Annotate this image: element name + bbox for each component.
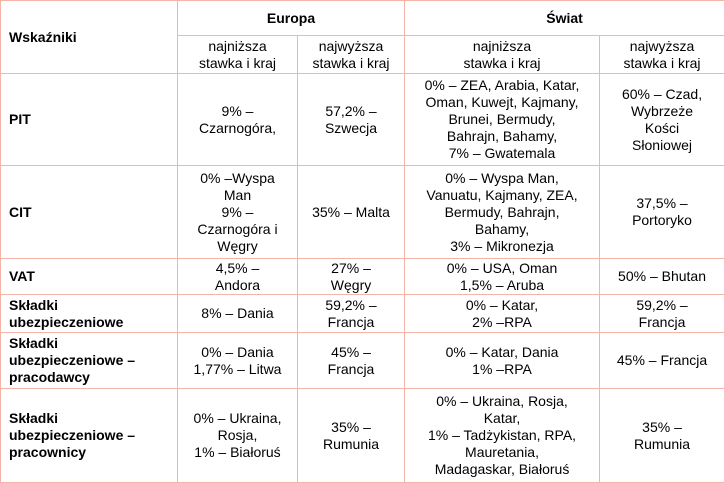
cell-line: 0% – Wyspa Man, bbox=[408, 170, 596, 187]
europe-lowest-header: najniższa stawka i kraj bbox=[178, 36, 298, 74]
table-row-pit bbox=[1, 74, 724, 166]
cell-line: pracownicy bbox=[9, 444, 174, 461]
cell-line: 35% – bbox=[603, 419, 721, 436]
europe-header: Europa bbox=[178, 1, 405, 36]
world-lowest-cell bbox=[405, 295, 600, 333]
cell-line: Katar, bbox=[408, 410, 596, 427]
cell-line: Bahamy, bbox=[408, 221, 596, 238]
cell-line: 7% – Gwatemala bbox=[408, 145, 596, 162]
cell-line: Szwecja bbox=[301, 120, 401, 137]
cell-line: 0% –Wyspa bbox=[181, 170, 294, 187]
world-header: Świat bbox=[405, 1, 724, 36]
europe-highest-cell bbox=[298, 259, 405, 295]
cell-line: 59,2% – bbox=[301, 297, 401, 314]
cell-line: 0% – Katar, Dania bbox=[408, 344, 596, 361]
cell-line: Madagaskar, Białoruś bbox=[408, 461, 596, 478]
table-row-employers bbox=[1, 333, 724, 389]
cell-line: Słoniowej bbox=[603, 137, 721, 154]
cell-line: 3% – Mikronezja bbox=[408, 238, 596, 255]
world-highest-cell bbox=[600, 259, 724, 295]
cell-line: 60% – Czad, bbox=[603, 86, 721, 103]
world-lowest-cell bbox=[405, 74, 600, 166]
cell-line: 9% – bbox=[181, 103, 294, 120]
header-row-regions bbox=[1, 1, 724, 36]
europe-highest-header: najwyższa stawka i kraj bbox=[298, 36, 405, 74]
europe-lowest-cell bbox=[178, 295, 298, 333]
cell-line: Man bbox=[181, 187, 294, 204]
indicators-header: Wskaźniki bbox=[1, 1, 178, 74]
world-highest-header: najwyższa stawka i kraj bbox=[600, 36, 724, 74]
cell-line: 9% – bbox=[181, 204, 294, 221]
cell-line: 59,2% – bbox=[603, 297, 721, 314]
europe-highest-cell bbox=[298, 74, 405, 166]
row-label bbox=[1, 74, 178, 166]
world-highest-cell bbox=[600, 295, 724, 333]
cell-line: 57,2% – bbox=[301, 103, 401, 120]
cell-line: Oman, Kuwejt, Kajmany, bbox=[408, 94, 596, 111]
cell-line: Wybrzeże bbox=[603, 103, 721, 120]
cell-line: ubezpieczeniowe – bbox=[9, 427, 174, 444]
table-row-vat bbox=[1, 259, 724, 295]
cell-line: Rumunia bbox=[301, 436, 401, 453]
europe-lowest-cell bbox=[178, 74, 298, 166]
world-highest-cell bbox=[600, 389, 724, 483]
cell-line: PIT bbox=[9, 111, 174, 128]
row-label bbox=[1, 166, 178, 259]
cell-line: Kości bbox=[603, 120, 721, 137]
cell-line: 50% – Bhutan bbox=[603, 268, 721, 285]
cell-line: ubezpieczeniowe bbox=[9, 314, 174, 331]
cell-line: Składki bbox=[9, 410, 174, 427]
cell-line: Rosja, bbox=[181, 427, 294, 444]
table-row-insurance bbox=[1, 295, 724, 333]
world-lowest-cell bbox=[405, 333, 600, 389]
row-label bbox=[1, 389, 178, 483]
cell-line: 4,5% – bbox=[181, 260, 294, 277]
europe-highest-cell bbox=[298, 295, 405, 333]
europe-highest-cell bbox=[298, 333, 405, 389]
cell-line: Składki bbox=[9, 297, 174, 314]
cell-line: Węgry bbox=[301, 277, 401, 294]
cell-line: Bahrajn, Bahamy, bbox=[408, 128, 596, 145]
world-highest-cell bbox=[600, 166, 724, 259]
cell-line: 0% – ZEA, Arabia, Katar, bbox=[408, 77, 596, 94]
cell-line: Składki bbox=[9, 335, 174, 352]
world-lowest-cell bbox=[405, 389, 600, 483]
cell-line: 27% – bbox=[301, 260, 401, 277]
row-label bbox=[1, 333, 178, 389]
cell-line: 1% – Tadżykistan, RPA, bbox=[408, 427, 596, 444]
cell-line: 1% –RPA bbox=[408, 361, 596, 378]
cell-line: Francja bbox=[301, 361, 401, 378]
world-lowest-cell bbox=[405, 259, 600, 295]
europe-lowest-cell bbox=[178, 166, 298, 259]
cell-line: Andora bbox=[181, 277, 294, 294]
europe-lowest-cell bbox=[178, 389, 298, 483]
europe-highest-cell bbox=[298, 166, 405, 259]
cell-line: 0% – Dania bbox=[181, 344, 294, 361]
cell-line: 0% – Ukraina, Rosja, bbox=[408, 393, 596, 410]
europe-lowest-cell bbox=[178, 259, 298, 295]
cell-line: Brunei, Bermudy, bbox=[408, 111, 596, 128]
cell-line: Portoryko bbox=[603, 212, 721, 229]
world-highest-cell bbox=[600, 333, 724, 389]
world-lowest-header: najniższa stawka i kraj bbox=[405, 36, 600, 74]
cell-line: 8% – Dania bbox=[181, 305, 294, 322]
cell-line: CIT bbox=[9, 204, 174, 221]
cell-line: Vanuatu, Kajmany, ZEA, bbox=[408, 187, 596, 204]
cell-line: 2% –RPA bbox=[408, 314, 596, 331]
cell-line: 45% – Francja bbox=[603, 352, 721, 369]
cell-line: Czarnogóra i bbox=[181, 221, 294, 238]
cell-line: Węgry bbox=[181, 238, 294, 255]
table-row-employees bbox=[1, 389, 724, 483]
europe-highest-cell bbox=[298, 389, 405, 483]
cell-line: Czarnogóra, bbox=[181, 120, 294, 137]
cell-line: 45% – bbox=[301, 344, 401, 361]
cell-line: 35% – bbox=[301, 419, 401, 436]
cell-line: ubezpieczeniowe – bbox=[9, 352, 174, 369]
cell-line: 1% – Białoruś bbox=[181, 444, 294, 461]
world-highest-cell bbox=[600, 74, 724, 166]
cell-line: 35% – Malta bbox=[301, 204, 401, 221]
cell-line: 1,5% – Aruba bbox=[408, 277, 596, 294]
cell-line: pracodawcy bbox=[9, 369, 174, 386]
cell-line: VAT bbox=[9, 268, 174, 285]
cell-line: Rumunia bbox=[603, 436, 721, 453]
cell-line: 0% – USA, Oman bbox=[408, 260, 596, 277]
cell-line: Francja bbox=[603, 314, 721, 331]
cell-line: Mauretania, bbox=[408, 444, 596, 461]
table-row-cit bbox=[1, 166, 724, 259]
row-label bbox=[1, 295, 178, 333]
cell-line: Francja bbox=[301, 314, 401, 331]
cell-line: 0% – Katar, bbox=[408, 297, 596, 314]
cell-line: Bermudy, Bahrajn, bbox=[408, 204, 596, 221]
world-lowest-cell bbox=[405, 166, 600, 259]
europe-lowest-cell bbox=[178, 333, 298, 389]
cell-line: 1,77% – Litwa bbox=[181, 361, 294, 378]
cell-line: 37,5% – bbox=[603, 195, 721, 212]
cell-line: 0% – Ukraina, bbox=[181, 410, 294, 427]
row-label bbox=[1, 259, 178, 295]
